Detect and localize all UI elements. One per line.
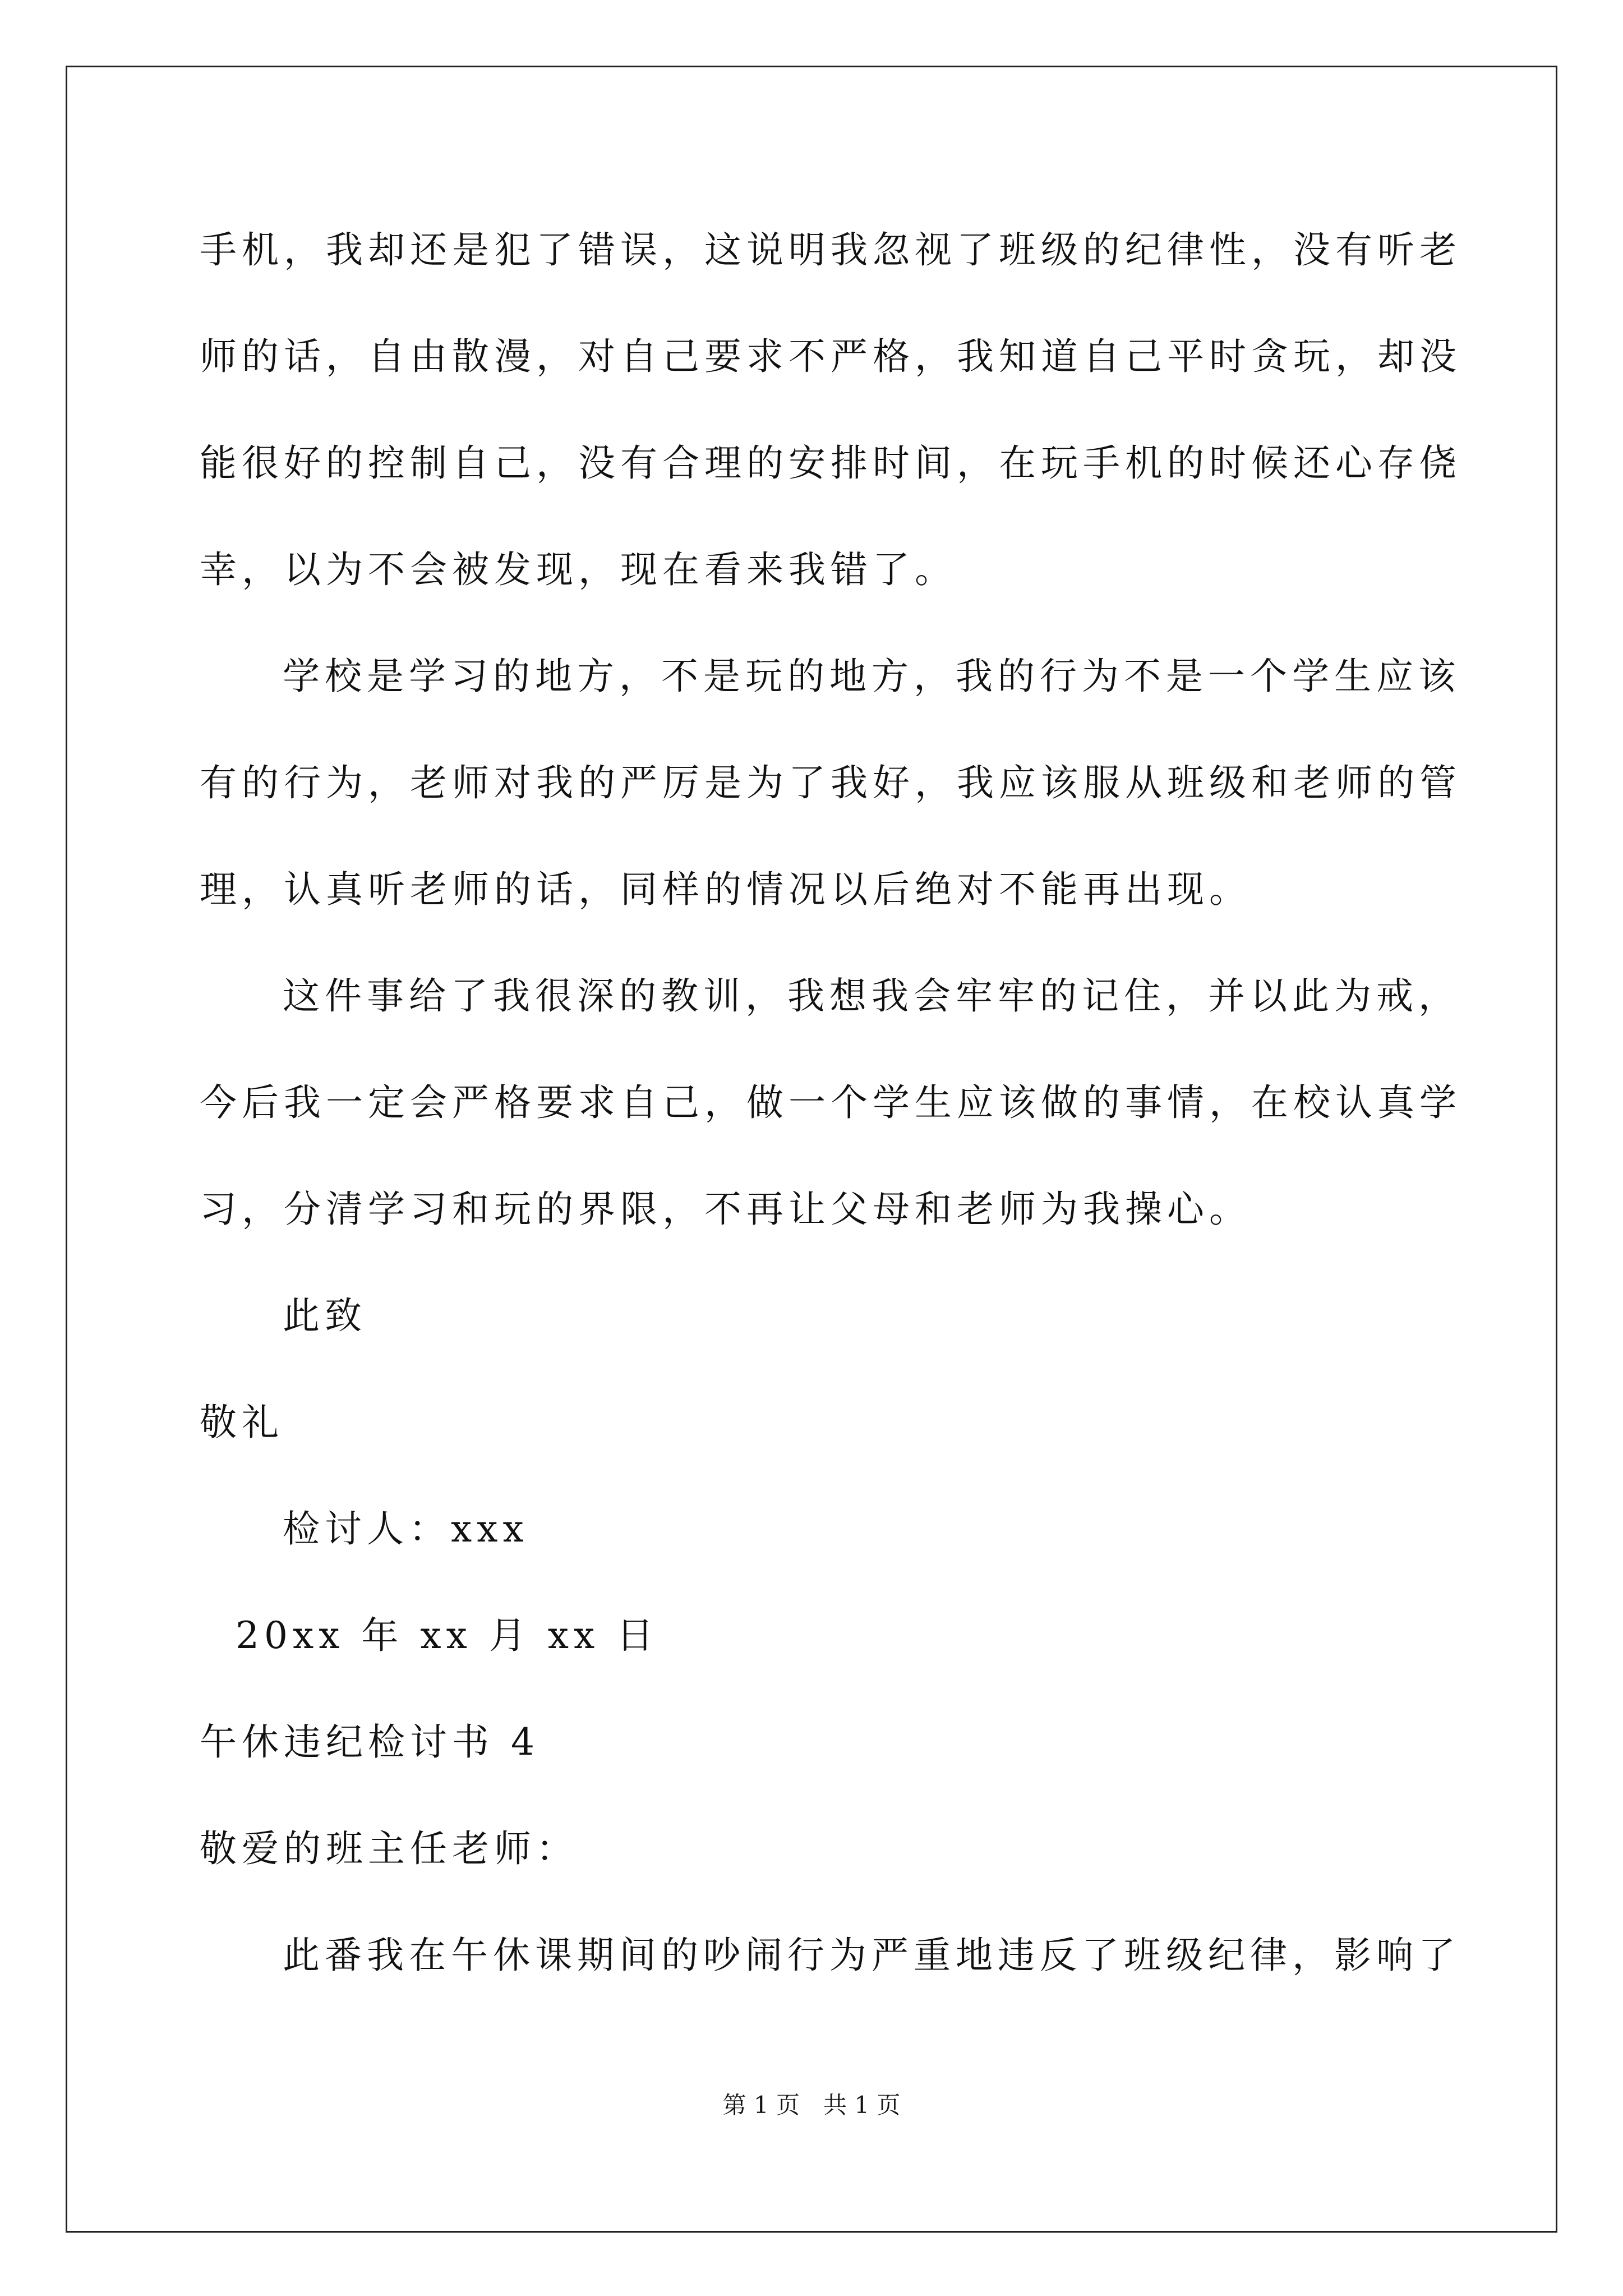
date-line: 20xx 年 xx 月 xx 日 bbox=[236, 1614, 659, 1657]
paragraph-line: 这件事给了我很深的教训，我想我会牢牢的记住，并以此为戒， bbox=[283, 974, 1460, 1018]
greeting-line: 敬爱的班主任老师： bbox=[200, 1827, 578, 1870]
section-title: 午休违纪检讨书 4 bbox=[200, 1720, 540, 1764]
paragraph-line: 今后我一定会严格要求自己，做一个学生应该做的事情，在校认真学 bbox=[200, 1081, 1461, 1124]
paragraph-line: 学校是学习的地方，不是玩的地方，我的行为不是一个学生应该 bbox=[283, 655, 1460, 698]
paragraph-line: 手机，我却还是犯了错误，这说明我忽视了班级的纪律性，没有听老 bbox=[200, 228, 1461, 272]
paragraph-line: 能很好的控制自己，没有合理的安排时间，在玩手机的时候还心存侥 bbox=[200, 441, 1461, 485]
paragraph-line: 师的话，自由散漫，对自己要求不严格，我知道自己平时贪玩，却没 bbox=[200, 335, 1461, 378]
paragraph-line: 习，分清学习和玩的界限，不再让父母和老师为我操心。 bbox=[200, 1188, 1251, 1231]
paragraph-line: 有的行为，老师对我的严厉是为了我好，我应该服从班级和老师的管 bbox=[200, 761, 1461, 804]
closing-regards: 敬礼 bbox=[200, 1401, 284, 1444]
paragraph-line: 幸，以为不会被发现，现在看来我错了。 bbox=[200, 548, 957, 591]
paragraph-line: 理，认真听老师的话，同样的情况以后绝对不能再出现。 bbox=[200, 868, 1251, 911]
paragraph-line: 此番我在午休课期间的吵闹行为严重地违反了班级纪律，影响了 bbox=[283, 1934, 1460, 1977]
signature-line: 检讨人：xxx bbox=[283, 1507, 529, 1550]
page-border bbox=[66, 66, 1557, 2233]
page-footer: 第 1 页 共 1 页 bbox=[722, 2091, 901, 2119]
closing-salutation: 此致 bbox=[283, 1294, 367, 1337]
